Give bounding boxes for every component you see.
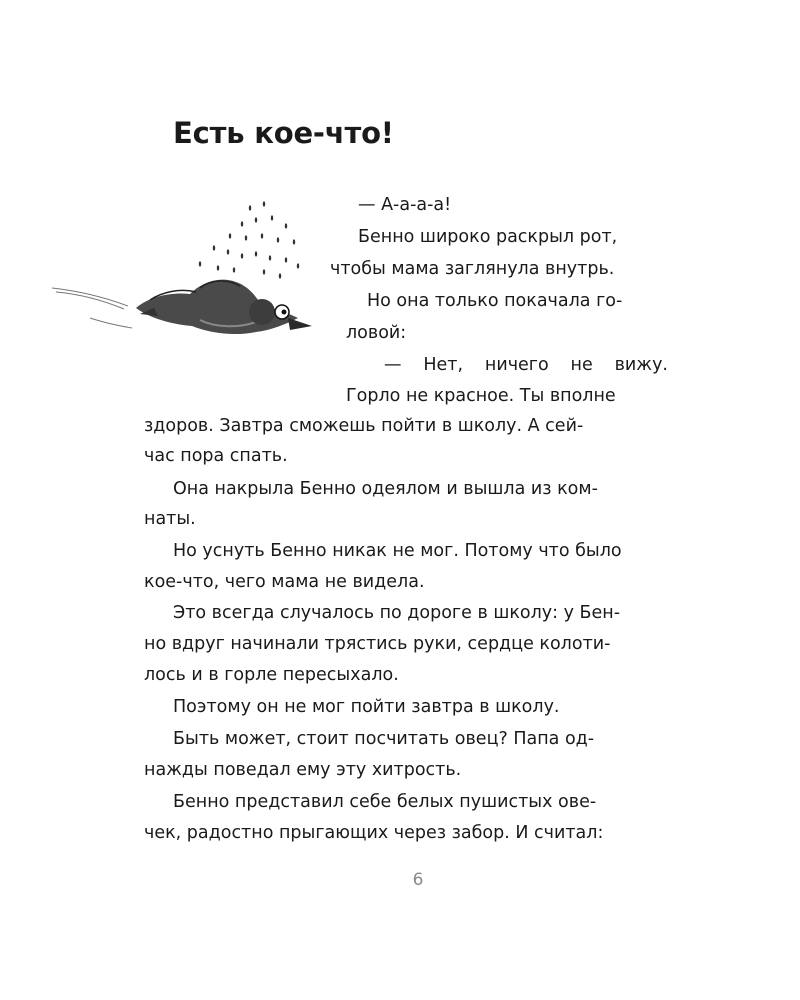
page-number: 6 bbox=[412, 870, 424, 890]
chapter-title: Есть кое-что! bbox=[173, 116, 394, 150]
rain-drops bbox=[199, 201, 299, 278]
text-line: нажды поведал ему эту хитрость. bbox=[144, 760, 462, 780]
text-line: Но она только покачала го- bbox=[367, 291, 623, 311]
speed-lines bbox=[52, 288, 132, 328]
text-line: — А-а-а-а! bbox=[358, 195, 452, 215]
text-line: Бенно представил себе белых пушистых ове- bbox=[173, 792, 597, 812]
text-line: лось и в горле пересыхало. bbox=[144, 665, 399, 685]
text-line: — Нет, ничего не вижу. bbox=[384, 355, 668, 375]
text-line: Горло не красное. Ты вполне bbox=[346, 386, 616, 406]
text-line: но вдруг начинали трястись руки, сердце колоти- bbox=[144, 634, 611, 654]
text-line: наты. bbox=[144, 509, 196, 529]
text-line: Она накрыла Бенно одеялом и вышла из ком- bbox=[173, 479, 598, 499]
text-line: ловой: bbox=[346, 323, 407, 343]
text-line: Но уснуть Бенно никак не мог. Потому что было bbox=[173, 541, 622, 561]
text-line: Бенно широко раскрыл рот, bbox=[358, 227, 618, 247]
text-line: Поэтому он не мог пойти завтра в школу. bbox=[173, 697, 560, 717]
crow-in-rain-icon bbox=[50, 196, 330, 356]
text-line: Это всегда случалось по дороге в школу: у Бен- bbox=[173, 603, 621, 623]
text-line: здоров. Завтра сможешь пойти в школу. А сей- bbox=[144, 416, 584, 436]
text-line: кое-что, чего мама не видела. bbox=[144, 572, 425, 592]
crow-body bbox=[136, 280, 312, 334]
text-line: Быть может, стоит посчитать овец? Папа од- bbox=[173, 729, 595, 749]
text-line: чек, радостно прыгающих через забор. И считал: bbox=[144, 823, 604, 843]
text-line: час пора спать. bbox=[144, 446, 288, 466]
text-line: чтобы мама заглянула внутрь. bbox=[330, 259, 615, 279]
